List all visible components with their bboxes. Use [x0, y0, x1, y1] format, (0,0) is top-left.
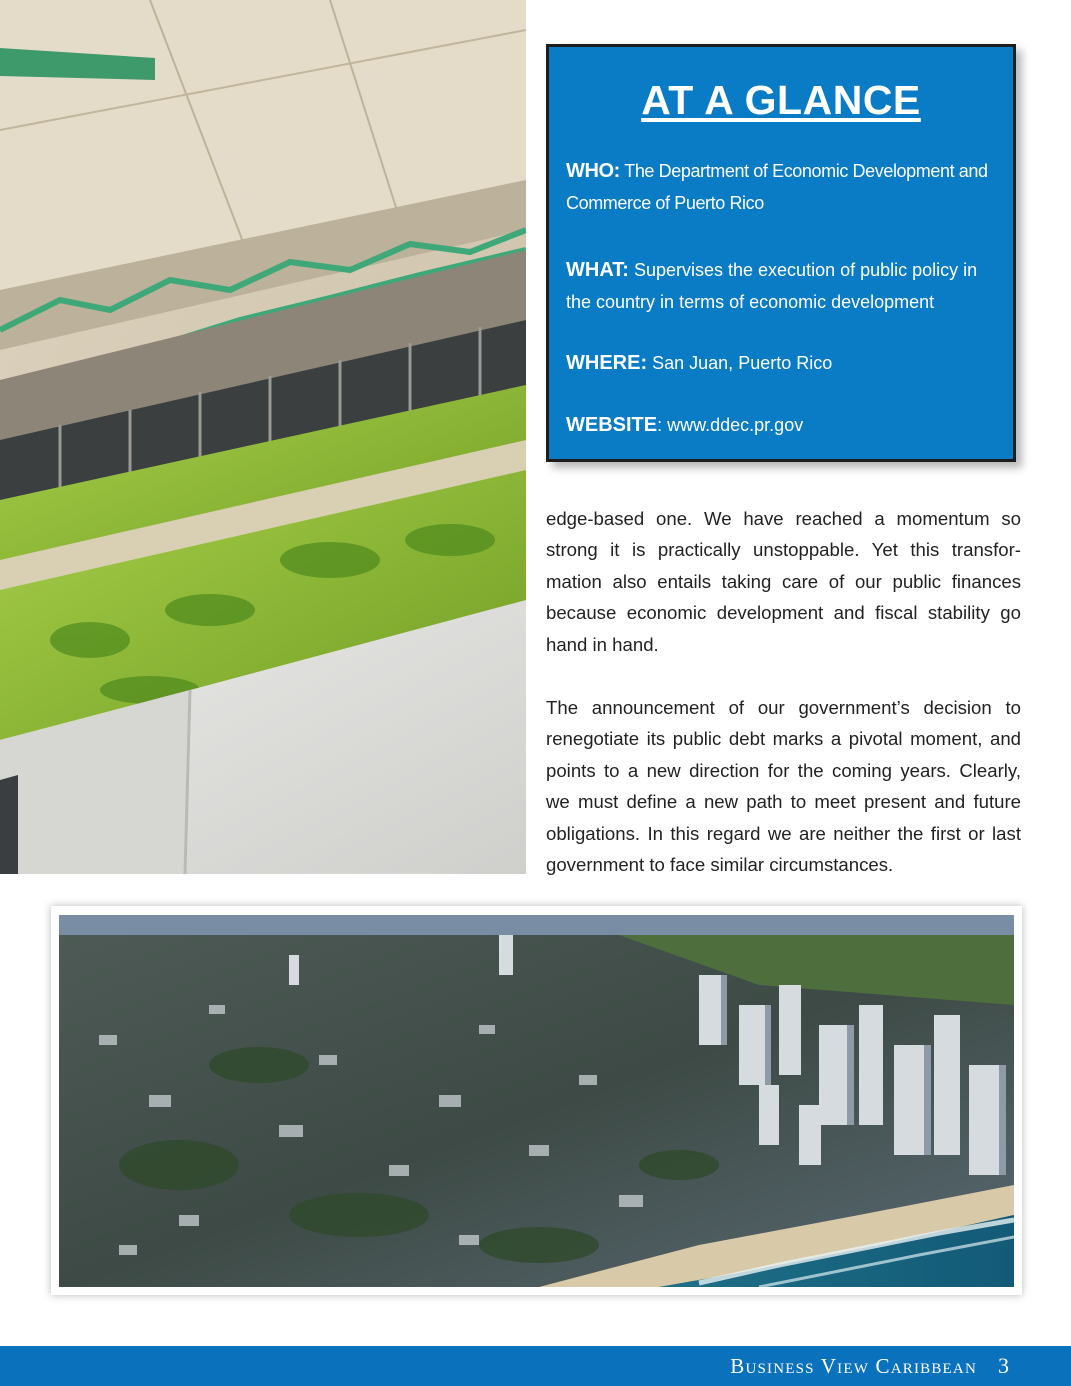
footer-bar [0, 1346, 1071, 1386]
aerial-photo-frame [51, 906, 1022, 1295]
website-label: WEBSITE [566, 414, 658, 436]
where-label: WHERE: [566, 352, 648, 374]
what-row [566, 254, 1006, 318]
building-planter-photo [0, 0, 526, 874]
website-link[interactable]: : www.ddec.pr.gov [657, 415, 804, 435]
who-label: WHO: [566, 160, 620, 182]
what-label: WHAT: [566, 259, 629, 281]
website-row [566, 409, 1006, 441]
at-a-glance-box [546, 44, 1016, 462]
publication-name: Business View Caribbean [730, 1354, 977, 1378]
who-row [566, 155, 1006, 219]
where-text: San Juan, Puerto Rico [652, 353, 833, 373]
what-text: Supervises the execution of public policy in the country in terms of economic development [566, 260, 978, 312]
article-paragraph: The announcement of our government’s decision to renegotiate its public debt marks a pivotal moment, and points to a new direction for the coming years. Clearly, we must define a new path to meet present and future obligations. In this regard we are neither the first or last government to face similar circumstances. [546, 697, 1021, 876]
san-juan-aerial-photo [59, 915, 1014, 1287]
page-number: 3 [998, 1353, 1009, 1378]
at-a-glance-title: AT A GLANCE [641, 77, 921, 123]
where-row [566, 347, 1006, 379]
article-paragraph: edge-based one. We have reached a momentum so strong it is practically unstoppable. Yet this transfor-mation also entails taking care of our public finances because economic development and fiscal stability go hand in hand. [546, 508, 1021, 655]
who-text: The Department of Economic Development and Commerce of Puerto Rico [566, 161, 988, 213]
